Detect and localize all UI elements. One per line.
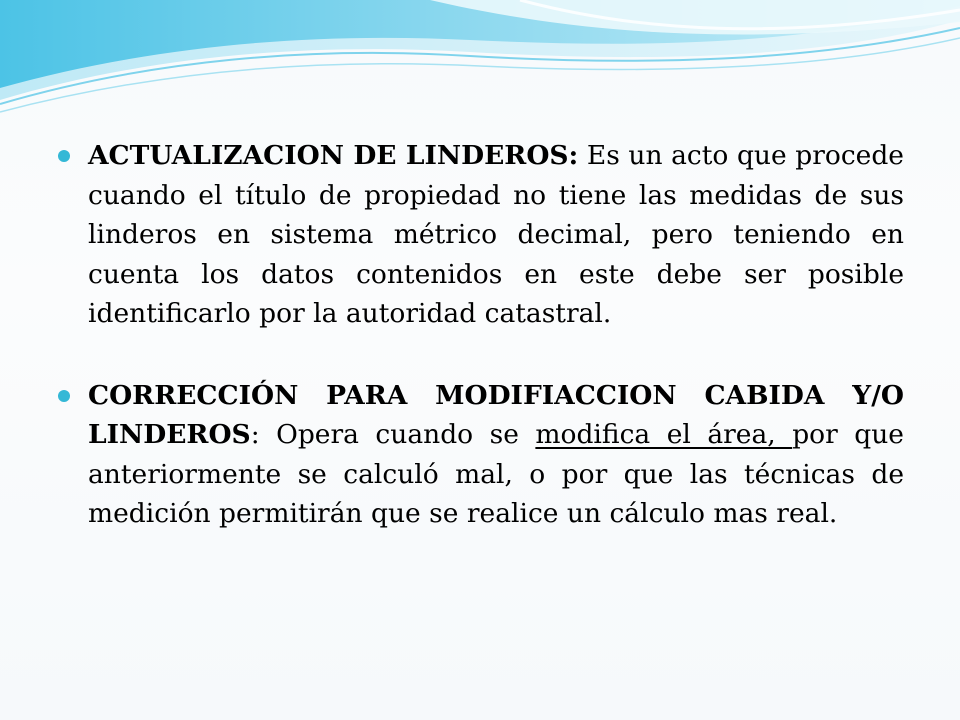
slide-content: [58, 136, 904, 534]
definition-correccion-end: por que anteriormente se calculó mal, o por que las técnicas de medición permitirán que se realice un cálculo mas real.: [88, 419, 904, 529]
header-wave-decoration: [0, 0, 960, 120]
bullet-dot-icon: [58, 390, 70, 402]
bullet-item-correccion: [58, 376, 904, 534]
term-actualizacion: ACTUALIZACION DE LINDEROS:: [88, 140, 579, 171]
underlined-phrase: modifica el área,: [535, 419, 793, 450]
definition-correccion-start: : Opera cuando se: [250, 419, 536, 450]
term-correccion: CORRECCIÓN PARA MODIFIACCION CABIDA Y/O LINDEROS: [88, 379, 904, 450]
definition-actualizacion: Es un acto que procede cuando el título de propiedad no tiene las medidas de sus linderos en sistema métrico decimal, pero teniendo en cuenta los datos contenidos en este debe ser posible identificarlo por la autoridad catastral.: [88, 140, 904, 329]
bullet-dot-icon: [58, 150, 70, 162]
bullet-item-actualizacion: [58, 136, 904, 334]
